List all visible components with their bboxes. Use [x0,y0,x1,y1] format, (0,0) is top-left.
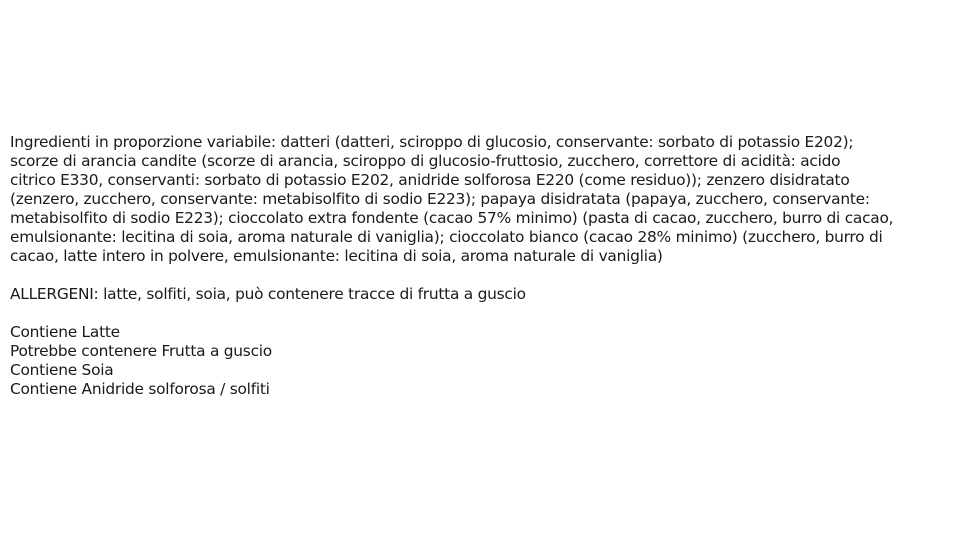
ingredients-line: (zenzero, zucchero, conservante: metabisolfito di sodio E223); papaya disidratata (papaya, zucchero, conservante: [10,190,870,208]
paragraph-spacer [10,304,955,323]
contains-item: Contiene Soia [10,361,114,379]
contains-list [10,323,955,399]
ingredients-line: citrico E330, conservanti: sorbato di potassio E202, anidride solforosa E220 (come residuo)); zenzero disidratato [10,171,850,189]
contains-item: Potrebbe contenere Frutta a guscio [10,342,272,360]
ingredients-line: Ingredienti in proporzione variabile: datteri (datteri, sciroppo di glucosio, conservante: sorbato di potassio E202); [10,133,854,151]
contains-item: Contiene Latte [10,323,120,341]
paragraph-spacer [10,266,955,285]
ingredients-line: cacao, latte intero in polvere, emulsionante: lecitina di soia, aroma naturale di vaniglia) [10,247,663,265]
contains-item: Contiene Anidride solforosa / solfiti [10,380,270,398]
ingredients-line: metabisolfito di sodio E223); cioccolato extra fondente (cacao 57% minimo) (pasta di cacao, zucchero, burro di cacao, [10,209,894,227]
ingredients-paragraph [10,133,955,266]
ingredients-line: emulsionante: lecitina di soia, aroma naturale di vaniglia); cioccolato bianco (cacao 28% minimo) (zucchero, burro di [10,228,883,246]
allergens-statement: ALLERGENI: latte, solfiti, soia, può contenere tracce di frutta a guscio [10,285,526,303]
ingredients-line: scorze di arancia candite (scorze di arancia, sciroppo di glucosio-fruttosio, zucchero, correttore di acidità: acido [10,152,841,170]
product-label-text [10,133,955,399]
